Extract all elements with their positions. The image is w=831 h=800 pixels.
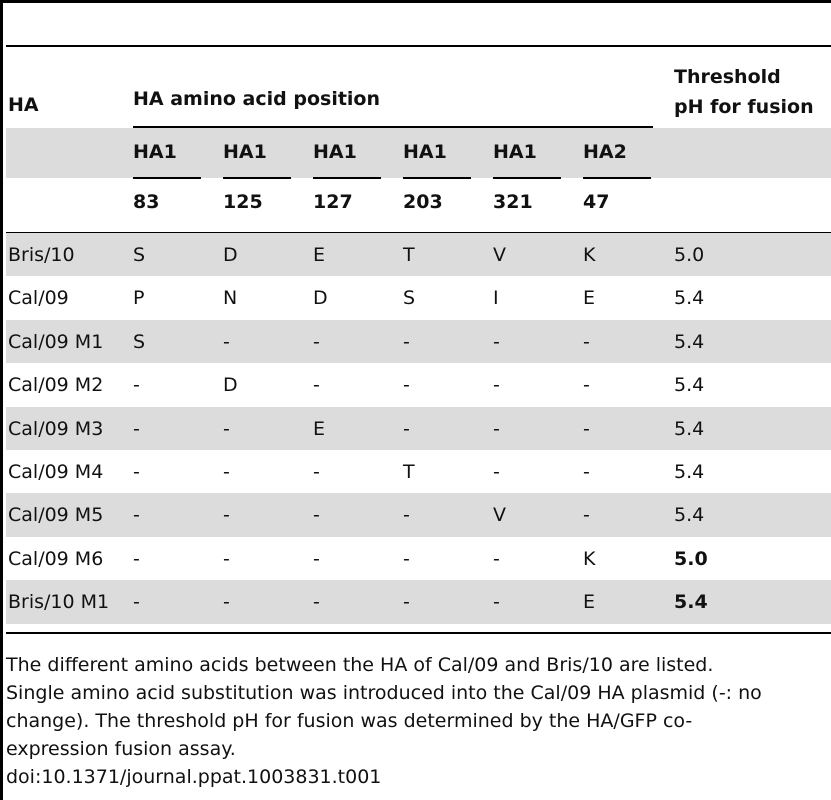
amino-acid-cell: - [493, 374, 500, 397]
amino-acid-cell: - [493, 547, 500, 570]
footnote-line-3: change). The threshold pH for fusion was determined by the HA/GFP co- [6, 710, 693, 732]
amino-acid-cell: E [313, 417, 326, 440]
row-shade [6, 233, 831, 276]
amino-acid-cell: - [493, 591, 500, 614]
table-bottom-rule [6, 632, 831, 634]
amino-acid-cell: - [133, 417, 140, 440]
amino-acid-cell: - [403, 417, 410, 440]
amino-acid-cell: V [493, 504, 506, 527]
footnote-line-4: expression fusion assay. [6, 738, 236, 760]
amino-acid-cell: - [583, 417, 590, 440]
doi-link[interactable]: doi:10.1371/journal.ppat.1003831.t001 [6, 766, 382, 788]
amino-acid-cell: P [133, 287, 145, 310]
amino-acid-cell: - [403, 547, 410, 570]
col-header-ha: HA [8, 94, 39, 116]
amino-acid-cell: D [313, 287, 328, 310]
row-ha-name: Cal/09 M4 [8, 461, 104, 483]
col-header-threshold-line2: pH for fusion [674, 96, 814, 118]
amino-acid-cell: - [223, 461, 230, 483]
threshold-ph-cell: 5.4 [674, 330, 705, 353]
row-ha-name: Cal/09 M2 [8, 374, 104, 397]
amino-acid-cell: - [223, 330, 230, 353]
threshold-ph-cell: 5.0 [674, 547, 708, 570]
subunit-underline [313, 177, 381, 179]
amino-acid-cell: - [223, 547, 230, 570]
row-shade [6, 320, 831, 363]
threshold-ph-cell: 5.4 [674, 591, 708, 614]
row-ha-name: Cal/09 M5 [8, 504, 104, 527]
amino-acid-cell: - [223, 591, 230, 614]
amino-acid-cell: S [133, 244, 146, 266]
amino-acid-cell: - [403, 374, 410, 397]
col-header-threshold-line1: Threshold [674, 66, 781, 88]
amino-acid-cell: - [493, 330, 500, 353]
amino-acid-cell: - [313, 504, 320, 527]
amino-acid-cell: E [583, 591, 596, 614]
threshold-ph-cell: 5.0 [674, 244, 705, 266]
subunit-header: HA1 [133, 141, 177, 163]
subunit-underline [493, 177, 561, 179]
amino-acid-cell: T [403, 461, 415, 483]
threshold-ph-cell: 5.4 [674, 374, 705, 397]
top-border [0, 0, 831, 3]
amino-acid-cell: - [133, 461, 140, 483]
amino-acid-cell: - [313, 591, 320, 614]
amino-acid-cell: K [583, 547, 596, 570]
row-ha-name: Cal/09 M6 [8, 547, 104, 570]
amino-acid-cell: - [583, 504, 590, 527]
threshold-ph-cell: 5.4 [674, 287, 705, 310]
subunit-underline [223, 177, 291, 179]
subunit-underline [403, 177, 471, 179]
position-header: 125 [223, 191, 263, 213]
amino-acid-cell: - [313, 330, 320, 353]
position-header: 83 [133, 191, 160, 213]
amino-acid-cell: - [133, 374, 140, 397]
amino-acid-cell: - [313, 374, 320, 397]
amino-acid-cell: E [583, 287, 596, 310]
amino-acid-cell: - [313, 547, 320, 570]
amino-acid-cell: S [403, 287, 416, 310]
threshold-ph-cell: 5.4 [674, 417, 705, 440]
subunit-underline [133, 177, 201, 179]
amino-acid-cell: - [223, 417, 230, 440]
amino-acid-cell: D [223, 374, 238, 397]
threshold-ph-cell: 5.4 [674, 504, 705, 527]
amino-acid-cell: - [313, 461, 320, 483]
position-header: 321 [493, 191, 533, 213]
row-ha-name: Cal/09 M1 [8, 330, 104, 353]
amino-acid-cell: - [403, 504, 410, 527]
threshold-ph-cell: 5.4 [674, 461, 705, 483]
position-header: 47 [583, 191, 610, 213]
row-ha-name: Cal/09 M3 [8, 417, 104, 440]
subunit-underline [583, 177, 651, 179]
amino-acid-cell: D [223, 244, 238, 266]
amino-acid-cell: E [313, 244, 326, 266]
col-header-position-group: HA amino acid position [133, 88, 381, 110]
row-shade [6, 493, 831, 536]
amino-acid-cell: V [493, 244, 506, 266]
footnote-line-2: Single amino acid substitution was introduced into the Cal/09 HA plasmid (-: no [6, 682, 762, 704]
amino-acid-cell: N [223, 287, 238, 310]
amino-acid-cell: T [403, 244, 415, 266]
amino-acid-cell: - [583, 461, 590, 483]
position-header: 203 [403, 191, 443, 213]
row-ha-name: Cal/09 [8, 287, 69, 310]
amino-acid-cell: - [133, 591, 140, 614]
subunit-header: HA1 [313, 141, 357, 163]
amino-acid-cell: - [403, 591, 410, 614]
subunit-header: HA1 [493, 141, 537, 163]
subunit-header: HA1 [223, 141, 267, 163]
amino-acid-cell: S [133, 330, 146, 353]
left-border [0, 0, 3, 800]
subunit-header: HA2 [583, 141, 627, 163]
row-ha-name: Bris/10 [8, 244, 75, 266]
footnote-line-1: The different amino acids between the HA of Cal/09 and Bris/10 are listed. [6, 654, 714, 676]
row-shade [6, 407, 831, 450]
amino-acid-cell: - [403, 330, 410, 353]
amino-acid-cell: - [583, 330, 590, 353]
amino-acid-cell: - [133, 547, 140, 570]
amino-acid-cell: - [493, 461, 500, 483]
amino-acid-cell: - [583, 374, 590, 397]
amino-acid-cell: - [223, 504, 230, 527]
amino-acid-cell: K [583, 244, 596, 266]
amino-acid-cell: - [493, 417, 500, 440]
row-ha-name: Bris/10 M1 [8, 591, 110, 614]
amino-acid-cell: - [133, 504, 140, 527]
subunit-header: HA1 [403, 141, 447, 163]
position-header: 127 [313, 191, 353, 213]
header-top-rule [6, 45, 831, 47]
amino-acid-cell: I [493, 287, 499, 310]
